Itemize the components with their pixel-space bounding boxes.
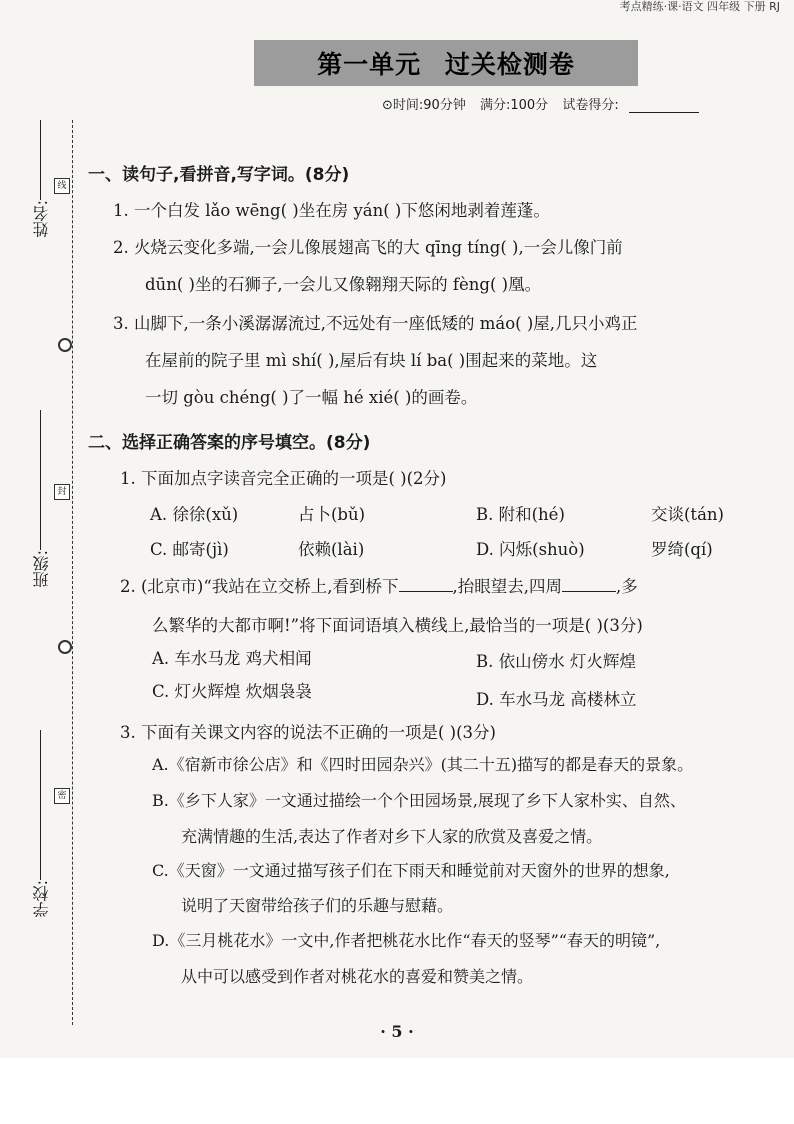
- seal-box-secret: 密: [54, 788, 70, 804]
- s2-q2-option-c: C. 灯火辉煌 炊烟袅袅: [152, 682, 312, 701]
- name-line[interactable]: [40, 120, 41, 200]
- s1-question-1: 1. 一个白发 lǎo wēng( )坐在房 yán( )下悠闲地剥着莲蓬。: [113, 201, 550, 220]
- s2-q2-option-b: B. 依山傍水 灯火辉煌: [476, 652, 636, 671]
- s2-q1-option-a1: A. 徐徐(xǔ): [150, 505, 239, 524]
- s2-q3-option-a: A.《宿新市徐公店》和《四时田园杂兴》(其二十五)描写的都是春天的景象。: [152, 755, 694, 774]
- binding-hole-1: [58, 338, 72, 352]
- seal-box-line: 线: [54, 178, 70, 194]
- s2-q2-option-a: A. 车水马龙 鸡犬相闻: [152, 649, 312, 668]
- header-top-right: 考点精练·课·语文 四年级 下册 RJ: [619, 0, 780, 13]
- school-label: 学校:: [32, 880, 51, 918]
- s2-q1-option-d1: D. 闪烁(shuò): [476, 540, 585, 559]
- s1-question-3c: 一切 gòu chéng( )了一幅 hé xié( )的画卷。: [145, 388, 478, 407]
- s2-q1-option-c1: C. 邮寄(jì): [150, 540, 229, 559]
- page-number: · 5 ·: [380, 1022, 414, 1041]
- page-title: 第一单元 过关检测卷: [317, 50, 575, 79]
- class-label: 班级:: [32, 550, 51, 588]
- s2-q3-option-d1: D.《三月桃花水》一文中,作者把桃花水比作“春天的竖琴”“春天的明镜”,: [152, 931, 661, 950]
- s2-q2-option-d: D. 车水马龙 高楼林立: [476, 690, 637, 709]
- s2-q2-blank-1[interactable]: [399, 579, 453, 592]
- s2-q1-option-c2: 依赖(lài): [298, 540, 365, 559]
- section1-heading: 一、读句子,看拼音,写字词。(8分): [88, 165, 350, 185]
- s1-question-2a: 2. 火烧云变化多端,一会儿像展翅高飞的大 qīng tíng( ),一会儿像门前: [113, 238, 623, 257]
- binding-hole-2: [58, 640, 72, 654]
- class-line[interactable]: [40, 410, 41, 550]
- running-header: [300, 0, 794, 20]
- s2-q3-option-c1: C.《天窗》一文通过描写孩子们在下雨天和睡觉前对天窗外的世界的想象,: [152, 861, 670, 880]
- binding-dashline: [72, 120, 73, 1025]
- s2-question-3: 3. 下面有关课文内容的说法不正确的一项是( )(3分): [120, 723, 496, 742]
- school-line[interactable]: [40, 730, 41, 880]
- exam-time: ⊙时间:90分钟: [382, 98, 466, 113]
- name-label: 姓名:: [32, 200, 51, 238]
- s2-question-2b: 么繁华的大都市啊!”将下面词语填入横线上,最恰当的一项是( )(3分): [152, 616, 643, 635]
- s2-q2-prefix: 2. (北京市)“我站在立交桥上,看到桥下: [120, 577, 399, 596]
- s2-q1-option-b1: B. 附和(hé): [476, 505, 565, 524]
- s2-q3-option-b1: B.《乡下人家》一文通过描绘一个个田园场景,展现了乡下人家朴实、自然、: [152, 791, 686, 810]
- s2-q2-blank-2[interactable]: [562, 579, 616, 592]
- exam-meta: [382, 94, 699, 113]
- s2-q2-end: ,多: [616, 577, 638, 596]
- s2-q1-option-d2: 罗绮(qí): [651, 540, 713, 559]
- s1-question-3b: 在屋前的院子里 mì shí( ),屋后有块 lí ba( )围起来的菜地。这: [145, 351, 598, 370]
- section2-heading: 二、选择正确答案的序号填空。(8分): [88, 433, 371, 453]
- binding-strip: [0, 120, 80, 1040]
- s2-q2-mid: ,抬眼望去,四周: [452, 577, 563, 596]
- s2-q1-option-a2: 占卜(bǔ): [298, 505, 366, 524]
- s1-question-3a: 3. 山脚下,一条小溪潺潺流过,不远处有一座低矮的 máo( )屋,几只小鸡正: [113, 314, 638, 333]
- score-blank[interactable]: [629, 98, 699, 113]
- title-banner: [254, 40, 638, 86]
- exam-score-label: 试卷得分:: [562, 98, 619, 113]
- s1-question-2b: dūn( )坐的石狮子,一会儿又像翱翔天际的 fèng( )凰。: [145, 275, 542, 294]
- s2-q3-option-c2: 说明了天窗带给孩子们的乐趣与慰藉。: [181, 896, 454, 915]
- s2-question-2a: [120, 573, 638, 597]
- s2-q3-option-d2: 从中可以感受到作者对桃花水的喜爱和赞美之情。: [181, 967, 534, 986]
- seal-box-seal: 封: [54, 484, 70, 500]
- exam-full-score: 满分:100分: [479, 98, 549, 113]
- s2-question-1: 1. 下面加点字读音完全正确的一项是( )(2分): [120, 469, 447, 488]
- s2-q1-option-b2: 交谈(tán): [651, 505, 724, 524]
- s2-q3-option-b2: 充满情趣的生活,表达了作者对乡下人家的欣赏及喜爱之情。: [181, 827, 603, 846]
